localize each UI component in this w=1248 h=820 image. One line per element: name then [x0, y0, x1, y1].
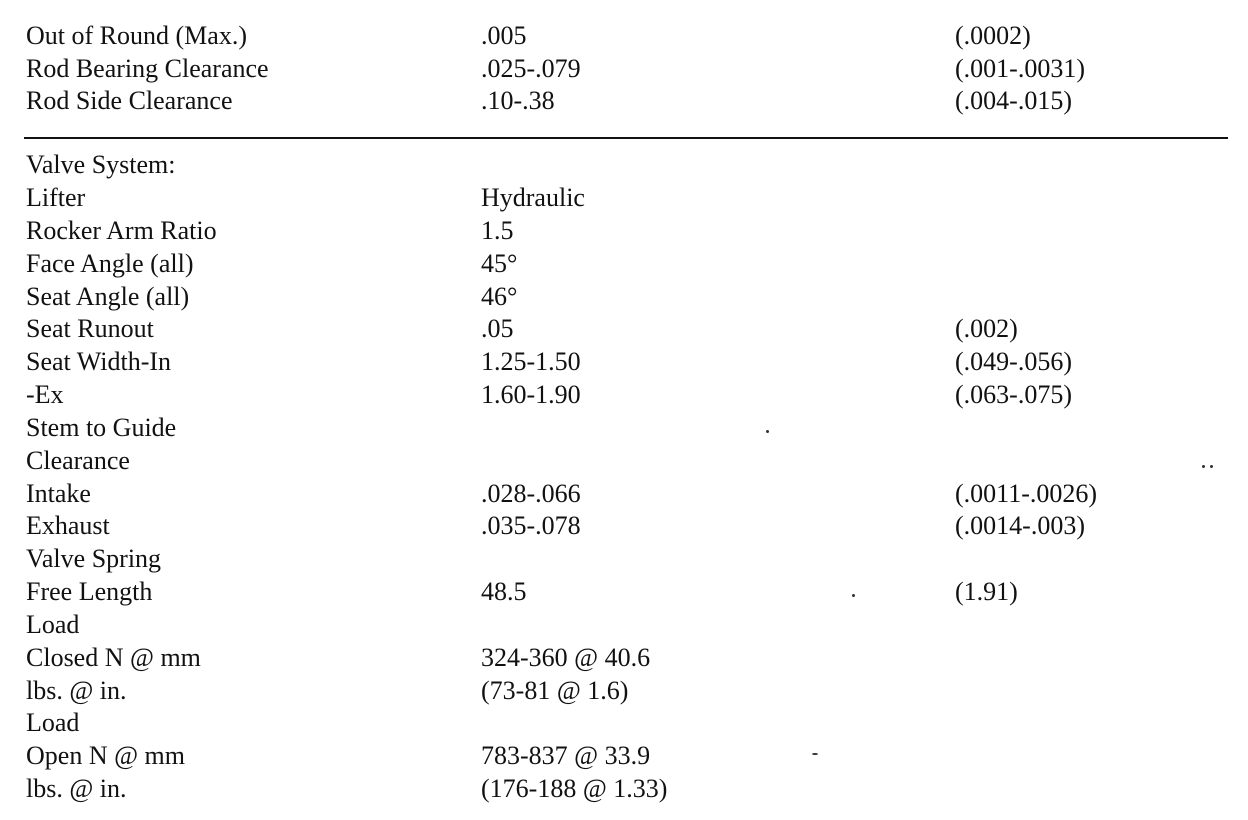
- spec-metric-value: .05: [481, 314, 514, 343]
- spec-imperial-value: (.0014-.003): [955, 511, 1085, 540]
- spec-label: Rocker Arm Ratio: [26, 216, 217, 245]
- spec-imperial-value: (.049-.056): [955, 347, 1072, 376]
- scan-speck: [812, 753, 818, 755]
- spec-row: [0, 608, 1248, 641]
- spec-metric-value: 324-360 @ 40.6: [481, 643, 651, 672]
- spec-metric-value: 783-837 @ 33.9: [481, 741, 651, 770]
- spec-label: Rod Side Clearance: [26, 86, 233, 115]
- spec-row: [0, 509, 1248, 542]
- spec-metric-value: .025-.079: [481, 54, 581, 83]
- spec-label: Lifter: [26, 183, 86, 212]
- spec-metric-value: 46°: [481, 282, 518, 311]
- spec-metric-value: (176-188 @ 1.33): [481, 774, 668, 803]
- spec-row: [0, 477, 1248, 510]
- spec-row: [0, 444, 1248, 477]
- spec-row: [0, 52, 1248, 85]
- spec-label: lbs. @ in.: [26, 676, 127, 705]
- spec-metric-value: .028-.066: [481, 479, 581, 508]
- spec-metric-value: 48.5: [481, 577, 527, 606]
- spec-label: Stem to Guide: [26, 413, 177, 442]
- spec-metric-value: .10-.38: [481, 86, 555, 115]
- spec-imperial-value: (.0011-.0026): [955, 479, 1098, 508]
- spec-row: [0, 378, 1248, 411]
- spec-imperial-value: (.004-.015): [955, 86, 1072, 115]
- spec-label: -Ex: [26, 380, 64, 409]
- scan-speck: [852, 594, 855, 597]
- spec-row: [0, 280, 1248, 313]
- spec-row: [0, 312, 1248, 345]
- spec-row: [0, 706, 1248, 739]
- spec-metric-value: .005: [481, 21, 527, 50]
- spec-row: [0, 247, 1248, 280]
- spec-label: Seat Width-In: [26, 347, 172, 376]
- spec-row: [0, 641, 1248, 674]
- spec-label: Valve Spring: [26, 544, 162, 573]
- spec-row: [0, 19, 1248, 52]
- spec-label: Free Length: [26, 577, 153, 606]
- spec-metric-value: (73-81 @ 1.6): [481, 676, 629, 705]
- scan-speck: [1202, 465, 1205, 468]
- spec-label: Load: [26, 610, 80, 639]
- spec-imperial-value: (1.91): [955, 577, 1018, 606]
- spec-row: [0, 575, 1248, 608]
- spec-label: Closed N @ mm: [26, 643, 201, 672]
- section-divider: [24, 137, 1228, 139]
- spec-imperial-value: (.001-.0031): [955, 54, 1085, 83]
- spec-label: Load: [26, 708, 80, 737]
- spec-row: [0, 148, 1248, 181]
- spec-imperial-value: (.0002): [955, 21, 1031, 50]
- spec-label: Face Angle (all): [26, 249, 194, 278]
- spec-row: [0, 772, 1248, 805]
- spec-label: Exhaust: [26, 511, 110, 540]
- spec-row: [0, 84, 1248, 117]
- spec-row: [0, 411, 1248, 444]
- spec-imperial-value: (.002): [955, 314, 1018, 343]
- spec-row: [0, 739, 1248, 772]
- spec-metric-value: 45°: [481, 249, 518, 278]
- spec-row: [0, 181, 1248, 214]
- spec-label: Open N @ mm: [26, 741, 185, 770]
- spec-metric-value: 1.5: [481, 216, 514, 245]
- spec-label: Seat Runout: [26, 314, 154, 343]
- spec-label: lbs. @ in.: [26, 774, 127, 803]
- spec-row: [0, 542, 1248, 575]
- spec-label: Intake: [26, 479, 91, 508]
- spec-label: Clearance: [26, 446, 130, 475]
- spec-metric-value: 1.60-1.90: [481, 380, 581, 409]
- spec-metric-value: 1.25-1.50: [481, 347, 581, 376]
- spec-row: [0, 674, 1248, 707]
- spec-label: Seat Angle (all): [26, 282, 190, 311]
- scan-speck: [766, 430, 769, 433]
- spec-row: [0, 345, 1248, 378]
- spec-metric-value: .035-.078: [481, 511, 581, 540]
- spec-label: Rod Bearing Clearance: [26, 54, 269, 83]
- spec-metric-value: Hydraulic: [481, 183, 585, 212]
- section-heading: Valve System:: [26, 150, 176, 179]
- spec-label: Out of Round (Max.): [26, 21, 247, 50]
- spec-row: [0, 214, 1248, 247]
- spec-imperial-value: (.063-.075): [955, 380, 1072, 409]
- scan-speck: [1210, 465, 1213, 468]
